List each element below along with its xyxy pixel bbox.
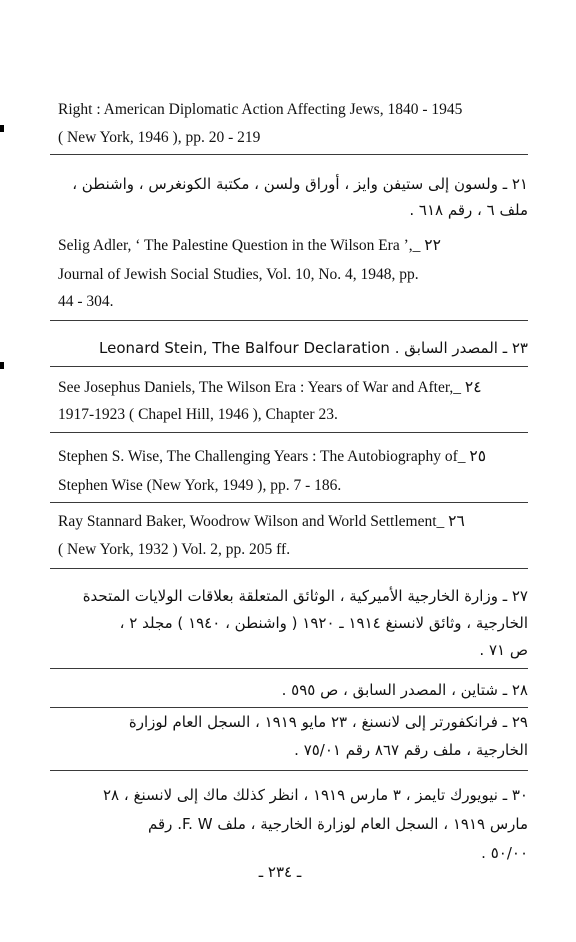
- footnote-22-line: Journal of Jewish Social Studies, Vol. 10, No. 4, 1948, pp.: [58, 266, 419, 283]
- divider-rule: [50, 707, 528, 708]
- divider-rule: [50, 154, 528, 155]
- footnote-24-line: See Josephus Daniels, The Wilson Era : Years of War and After,_ ٢٤: [58, 379, 482, 396]
- footnote-27-line: الخارجية ، وثائق لانسنغ ١٩١٤ ـ ١٩٢٠ ( واشنطن ، ١٩٤٠ ) مجلد ٢ ،: [119, 614, 528, 632]
- footnote-20-line: Right : American Diplomatic Action Affecting Jews, 1840 - 1945: [58, 101, 463, 118]
- footnote-29-line: الخارجية ، ملف رقم ٨٦٧ رقم ٧٥/٠١ .: [294, 741, 528, 759]
- divider-rule: [50, 668, 528, 669]
- footnote-30-line: ٣٠ ـ نيويورك تايمز ، ٣ مارس ١٩١٩ ، انظر كذلك ماك إلى لانسنغ ، ٢٨: [103, 786, 528, 804]
- footnote-22-line: Selig Adler, ‘ The Palestine Question in the Wilson Era ’,_ ٢٢: [58, 237, 441, 254]
- footnote-27-line: ٢٧ ـ وزارة الخارجية الأميركية ، الوثائق المتعلقة بعلاقات الولايات المتحدة: [82, 587, 528, 605]
- divider-rule: [50, 432, 528, 433]
- divider-rule: [50, 320, 528, 321]
- footnote-30-line: مارس ١٩١٩ ، السجل العام لوزارة الخارجية ، ملف F. W. رقم: [148, 815, 528, 833]
- footnote-30-line: ٥٠/٠٠ .: [481, 844, 528, 862]
- footnote-24-line: 1917-1923 ( Chapel Hill, 1946 ), Chapter 23.: [58, 406, 338, 423]
- divider-rule: [50, 770, 528, 771]
- footnote-26-line: Ray Stannard Baker, Woodrow Wilson and World Settlement_ ٢٦: [58, 513, 465, 530]
- footnote-25-line: Stephen Wise (New York, 1949 ), pp. 7 - 186.: [58, 477, 342, 494]
- margin-mark: [0, 362, 4, 369]
- footnote-21-line: ملف ٦ ، رقم ٦١٨ .: [409, 201, 528, 219]
- divider-rule: [50, 366, 528, 367]
- footnote-21-line: ٢١ ـ ولسون إلى ستيفن وايز ، أوراق ولسن ، مكتبة الكونغرس ، واشنطن ،: [72, 175, 528, 193]
- divider-rule: [50, 502, 528, 503]
- page-number: ـ ٢٣٤ ـ: [258, 863, 302, 881]
- footnote-27-line: ص ٧١ .: [479, 641, 528, 659]
- footnote-28-line: ٢٨ ـ شتاين ، المصدر السابق ، ص ٥٩٥ .: [281, 681, 528, 699]
- footnote-26-line: ( New York, 1932 ) Vol. 2, pp. 205 ff.: [58, 541, 291, 558]
- footnote-22-line: 44 - 304.: [58, 293, 114, 310]
- footnote-29-line: ٢٩ ـ فرانكفورتر إلى لانسنغ ، ٢٣ مايو ١٩١٩ ، السجل العام لوزارة: [128, 713, 528, 731]
- divider-rule: [50, 568, 528, 569]
- footnote-23-line: ٢٣ ـ المصدر السابق . Leonard Stein, The Balfour Declaration: [99, 339, 528, 357]
- margin-mark: [0, 125, 4, 132]
- footnote-20-line: ( New York, 1946 ), pp. 20 - 219: [58, 129, 261, 146]
- footnote-25-line: Stephen S. Wise, The Challenging Years : The Autobiography of_ ٢٥: [58, 448, 487, 465]
